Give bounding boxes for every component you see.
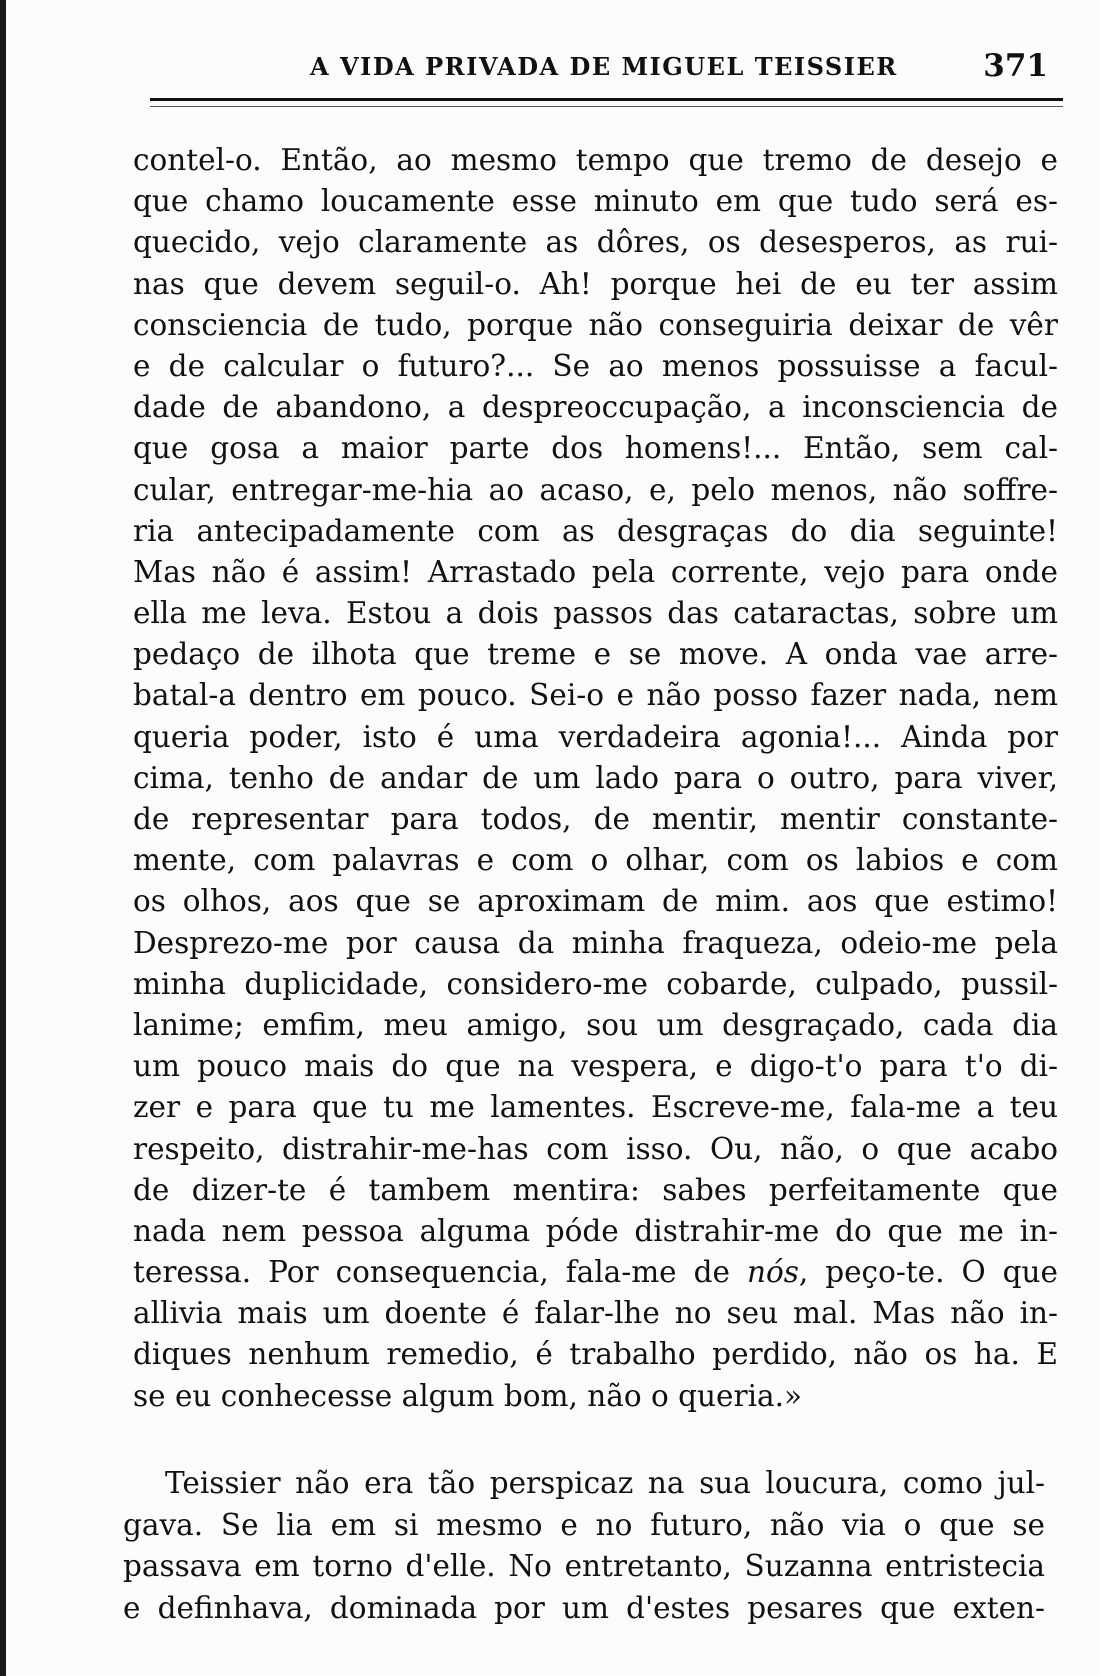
paragraph-2	[123, 1463, 1045, 1629]
text-line: que gosa a maior parte dos homens!... Então, sem cal-	[133, 431, 1058, 466]
text-segment: teressa. Por consequencia, fala-me de	[133, 1255, 747, 1290]
text-line: allivia mais um doente é falar-lhe no seu mal. Mas não in-	[133, 1296, 1058, 1331]
text-line: e de calcular o futuro?... Se ao menos possuisse a facul-	[133, 348, 1058, 383]
text-segment: , peço-te. O que	[798, 1255, 1058, 1290]
text-line: os olhos, aos que se aproximam de mim. aos que estimo!	[133, 884, 1058, 919]
header-rule-thin	[150, 106, 1063, 107]
text-line: nada nem pessoa alguma póde distrahir-me do que me in-	[133, 1213, 1058, 1248]
text-line: lanime; emfim, meu amigo, sou um desgraçado, cada dia	[133, 1007, 1058, 1042]
text-line: quecido, vejo claramente as dôres, os desesperos, as rui-	[133, 225, 1058, 260]
text-line: consciencia de tudo, porque não conseguiria deixar de vêr	[133, 307, 1058, 342]
text-line: nas que devem seguil-o. Ah! porque hei de eu ter assim	[133, 266, 1058, 301]
italic-word: nós	[746, 1255, 799, 1290]
text-line: gava. Se lia em si mesmo e no futuro, não via o que se	[123, 1507, 1045, 1542]
text-line: queria poder, isto é uma verdadeira agonia!... Ainda por	[133, 719, 1058, 754]
text-line: de representar para todos, de mentir, mentir constante-	[133, 802, 1058, 836]
text-line: diques nenhum remedio, é trabalho perdido, não os ha. E	[133, 1337, 1058, 1372]
text-line: e definhava, dominada por um d'estes pesares que exten-	[123, 1590, 1045, 1625]
text-line: cular, entregar-me-hia ao acaso, e, pelo menos, não soffre-	[133, 472, 1058, 507]
text-line: Mas não é assim! Arrastado pela corrente, vejo para onde	[133, 554, 1058, 589]
header-rule	[150, 98, 1063, 101]
text-line: dade de abandono, a despreoccupação, a inconsciencia de	[133, 390, 1058, 425]
text-line: respeito, distrahir-me-has com isso. Ou, não, o que acabo	[133, 1131, 1058, 1166]
text-line: contel-o. Então, ao mesmo tempo que tremo de desejo e	[133, 143, 1058, 177]
text-line: se eu conhecesse algum bom, não o queria.»	[133, 1378, 803, 1413]
text-line: que chamo loucamente esse minuto em que tudo será es-	[133, 184, 1058, 219]
text-line: ria antecipadamente com as desgraças do dia seguinte!	[133, 513, 1058, 548]
text-line: passava em torno d'elle. No entretanto, Suzanna entristecia	[123, 1549, 1045, 1583]
page-header	[150, 44, 1060, 94]
text-line: de dizer-te é tambem mentira: sabes perfeitamente que	[133, 1172, 1058, 1207]
page-number: 371	[983, 48, 1048, 84]
text-line: zer e para que tu me lamentes. Escreve-me, fala-me a teu	[133, 1090, 1058, 1125]
text-line: batal-a dentro em pouco. Sei-o e não posso fazer nada, nem	[133, 678, 1058, 713]
text-line: mente, com palavras e com o olhar, com os labios e com	[133, 843, 1058, 878]
text-line: minha duplicidade, considero-me cobarde, culpado, pussil-	[133, 966, 1058, 1001]
text-line: ella me leva. Estou a dois passos das cataractas, sobre um	[133, 596, 1058, 631]
text-line-mixed	[133, 1252, 1058, 1293]
text-line: Teissier não era tão perspicaz na sua loucura, como jul-	[165, 1466, 1045, 1500]
paragraph-1	[133, 140, 1058, 1417]
text-line: Desprezo-me por causa da minha fraqueza, odeio-me pela	[133, 925, 1058, 960]
binding-edge	[0, 0, 6, 1676]
text-line: cima, tenho de andar de um lado para o outro, para viver,	[133, 760, 1058, 795]
text-line: um pouco mais do que na vespera, e digo-t'o para t'o di-	[133, 1049, 1058, 1084]
running-title: A VIDA PRIVADA DE MIGUEL TEISSIER	[310, 52, 898, 81]
text-line: pedaço de ilhota que treme e se move. A onda vae arre-	[133, 637, 1058, 672]
